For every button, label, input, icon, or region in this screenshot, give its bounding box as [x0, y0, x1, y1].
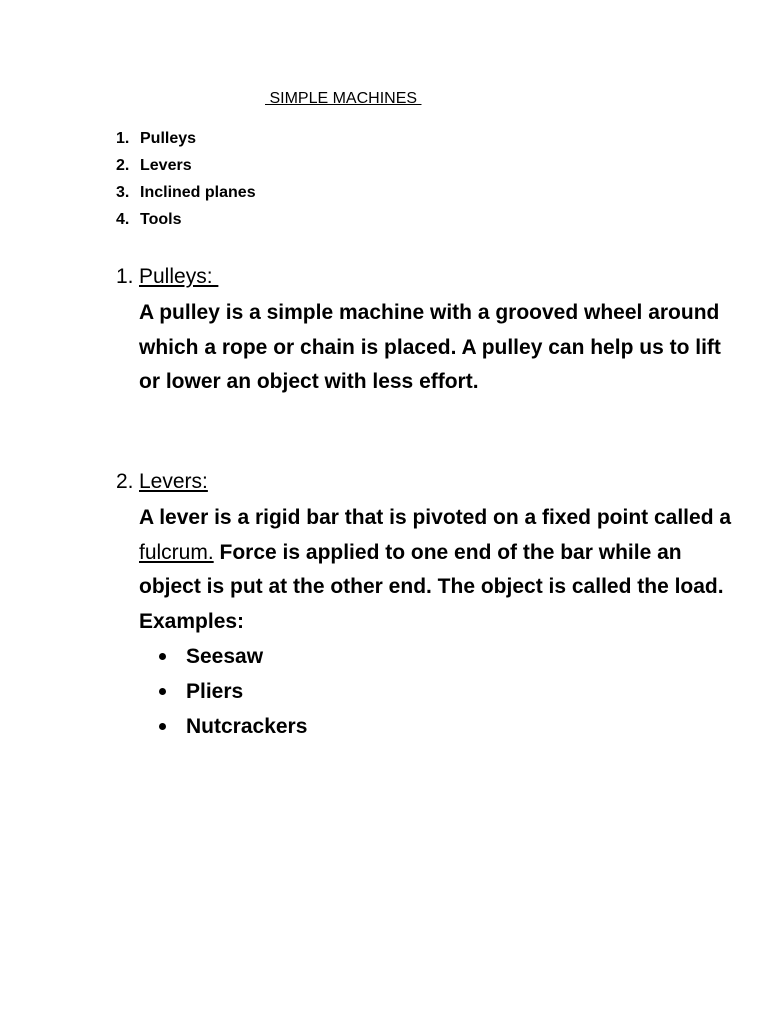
list-item — [159, 709, 736, 744]
toc-number: 1. — [116, 130, 130, 147]
section-number: 2. — [116, 470, 134, 493]
section-heading — [116, 467, 736, 497]
section-levers — [116, 467, 736, 744]
bullet-icon — [159, 653, 166, 660]
table-of-contents — [116, 128, 256, 236]
section-pulleys — [116, 262, 736, 400]
example-label: Pliers — [186, 680, 244, 703]
toc-label: Inclined planes — [140, 184, 256, 201]
examples-label: Examples: — [139, 609, 245, 633]
fulcrum-term: fulcrum. — [139, 540, 214, 564]
example-label: Nutcrackers — [186, 715, 308, 738]
toc-item-pulleys — [116, 128, 256, 155]
section-body — [139, 501, 736, 605]
toc-label: Tools — [140, 211, 182, 228]
section-number: 1. — [116, 265, 134, 288]
body-text: Force is applied to one end of the bar while an object is put at the other end. The object is called the load. — [139, 540, 724, 598]
toc-number: 4. — [116, 211, 130, 228]
body-text: A lever is a rigid bar that is pivoted on a fixed point called a — [139, 506, 732, 529]
toc-item-tools — [116, 209, 256, 236]
bullet-icon — [159, 688, 166, 695]
toc-item-inclined-planes — [116, 182, 256, 209]
list-item — [159, 674, 736, 709]
section-heading — [116, 262, 736, 292]
bullet-icon — [159, 723, 166, 730]
toc-number: 2. — [116, 157, 130, 174]
examples-list — [116, 639, 736, 744]
toc-item-levers — [116, 155, 256, 182]
list-item — [159, 639, 736, 674]
example-label: Seesaw — [186, 645, 264, 668]
toc-number: 3. — [116, 184, 130, 201]
document-title: SIMPLE MACHINES — [265, 90, 422, 107]
section-title: Pulleys: — [139, 265, 219, 288]
section-body: A pulley is a simple machine with a grooved wheel around which a rope or chain is placed. A pulley can help us to lift or lower an object with less effort. — [139, 301, 721, 393]
section-title: Levers: — [139, 470, 208, 493]
toc-label: Levers — [140, 157, 192, 174]
toc-label: Pulleys — [140, 130, 197, 147]
